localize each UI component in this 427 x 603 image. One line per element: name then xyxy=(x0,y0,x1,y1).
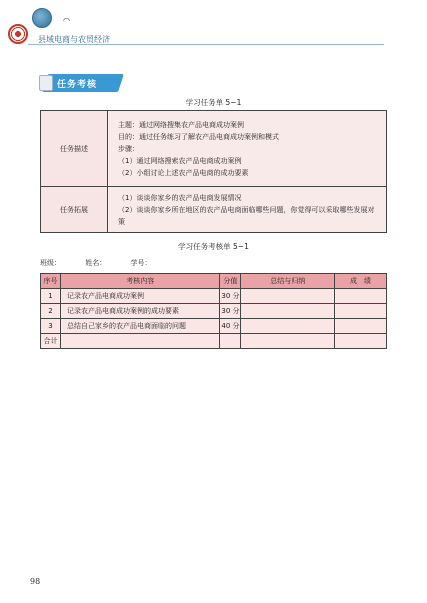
header-row xyxy=(41,274,387,289)
empty-cell xyxy=(60,334,220,349)
total-label: 合计 xyxy=(41,334,61,349)
task-sheet-caption: 学习任务单 5−1 xyxy=(185,98,242,107)
row-content: 总结自己家乡的农产品电商面临的问题 xyxy=(60,319,220,334)
header-cell: 成 绩 xyxy=(335,274,387,289)
row-key: 任务描述 xyxy=(41,111,108,187)
line: （1）通过网络搜索农产品电商成功案例 xyxy=(118,156,242,165)
line: 目的：通过任务练习了解农产品电商成功案例和模式 xyxy=(118,132,279,141)
line: 主题：通过网络搜集农产品电商成功案例 xyxy=(118,120,244,129)
header-cell: 考核内容 xyxy=(60,274,220,289)
row-summary xyxy=(241,304,335,319)
globe-icon xyxy=(32,8,52,28)
row-grade xyxy=(335,319,387,334)
section-badge xyxy=(39,74,121,92)
line: （1）谈谈你家乡的农产品电商发展情况 xyxy=(118,193,242,202)
table-row xyxy=(41,187,387,233)
line: 步骤： xyxy=(118,144,139,153)
header-divider xyxy=(28,44,384,45)
row-key: 任务拓展 xyxy=(41,187,108,233)
wifi-icon: ◠ xyxy=(63,16,70,25)
badge-label: 任务考核 xyxy=(57,80,98,90)
row-value xyxy=(108,111,387,187)
row-score: 30 分 xyxy=(220,304,241,319)
header-cell: 分值 xyxy=(220,274,241,289)
row-content: 记录农产品电商成功案例 xyxy=(60,289,220,304)
class-label: 班级： xyxy=(40,259,61,267)
total-row xyxy=(41,334,387,349)
row-score: 30 分 xyxy=(220,289,241,304)
header-cell: 总结与归纳 xyxy=(241,274,335,289)
table-row xyxy=(41,304,387,319)
header-cell: 序号 xyxy=(41,274,61,289)
task-sheet-table xyxy=(40,110,387,233)
row-number: 1 xyxy=(41,289,61,304)
row-number: 2 xyxy=(41,304,61,319)
book-title: 县域电商与农贸经济 xyxy=(38,35,110,44)
row-content: 记录农产品电商成功案例的成功要素 xyxy=(60,304,220,319)
empty-cell xyxy=(220,334,241,349)
page-number: 98 xyxy=(30,577,41,586)
row-number: 3 xyxy=(41,319,61,334)
table-row xyxy=(41,111,387,187)
target-icon xyxy=(8,24,28,44)
row-score: 40 分 xyxy=(220,319,241,334)
name-label: 姓名： xyxy=(85,259,107,267)
empty-cell xyxy=(241,334,335,349)
row-grade xyxy=(335,304,387,319)
document-icon xyxy=(39,75,53,91)
row-grade xyxy=(335,289,387,304)
table-row xyxy=(41,319,387,334)
assessment-caption: 学习任务考核单 5−1 xyxy=(178,242,249,251)
line: （2）小组讨论上述农产品电商的成功要素 xyxy=(118,168,249,177)
line: （2）谈谈你家乡所在地区的农产品电商面临哪些问题，你觉得可以采取哪些发展对策 xyxy=(118,205,375,226)
table-row xyxy=(41,289,387,304)
row-summary xyxy=(241,289,335,304)
student-info xyxy=(40,258,173,268)
assessment-table xyxy=(40,273,387,349)
empty-cell xyxy=(335,334,387,349)
id-label: 学号： xyxy=(130,259,152,267)
row-value xyxy=(108,187,387,233)
row-summary xyxy=(241,319,335,334)
